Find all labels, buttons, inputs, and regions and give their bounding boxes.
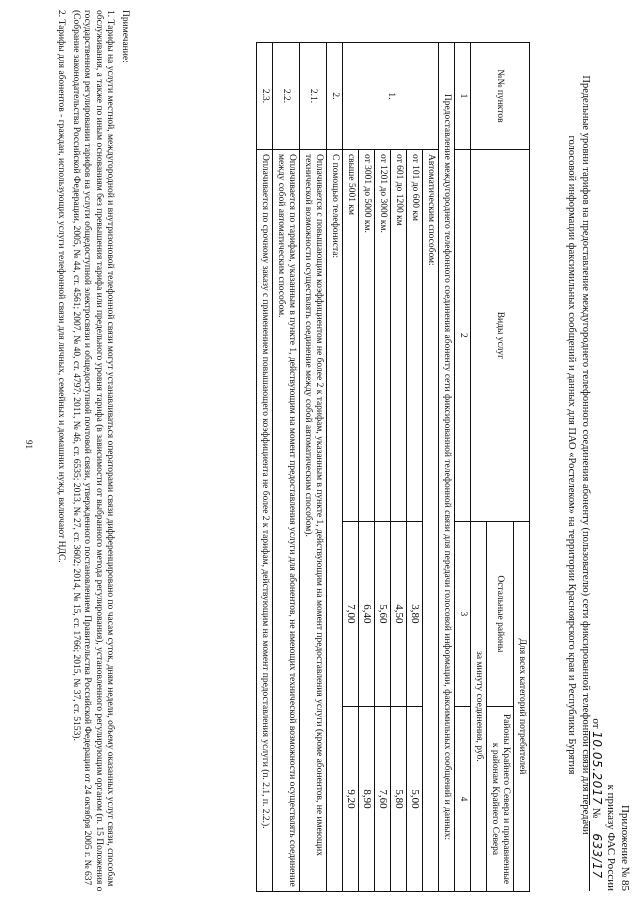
index-cell: 2 bbox=[455, 149, 471, 521]
index-cell: 1 bbox=[455, 43, 471, 150]
number-prefix: № bbox=[590, 807, 602, 819]
page-number: 91 bbox=[24, 440, 34, 449]
rate-label: от 1201 до 3000 км. bbox=[375, 149, 391, 521]
row-text: Оплачивается по срочному заказу с применением повышающего коэффициента не более 2 к тарифам, действующим на момент предоставления услуги (п. 2.1, п. 2.2.). bbox=[257, 149, 273, 891]
section-row: Предоставление междугороднего телефонного соединения абоненту сети фиксированной телефонной связи для передачи голосовой информации, факсимильных сообщений и данных: bbox=[439, 43, 455, 892]
note-1: 1. Тарифы на услуги местной, междугородной и внутризоновой телефонной связи могут устанавливаться операторами связи дифференцировано по часам суток, дням недели, объему оказанных услуг связи, способам обслуживания, а также по иным основаниям без превышения тарифа или предельного уровня тарифа (в зависимости от выбранного метода регулирования), установленного регулирующим органом (п. 15 Положения о государственном регулировании тарифов на услуги общедоступной электросвязи и общедоступной почтовой связи, утвержденного постановлением Правительства Российской Федерации от 24 октября 2005 г. № 637 (Собрание законодательства Российской Федерации, 2005, № 44, ст. 4561; 2007, № 40, ст. 4797; 2011, № 46, ст. 6535; 2013, № 27, ст. 3602; 2014, № 15, ст. 1766; 2015, № 37, ст. 5153). bbox=[71, 10, 116, 892]
note-2: 2. Тарифы для абонентов - граждан, использующих услуги телефонной связи для личных, семейных и домашних нужд, включают НДС. bbox=[56, 10, 67, 563]
rate-north: 7,60 bbox=[375, 706, 391, 891]
header-north: Районы Крайнего Севера и приравненные к районам Крайнего Севера bbox=[487, 706, 514, 891]
rate-north: 9,20 bbox=[343, 706, 359, 891]
order-label: к приказу ФАС России bbox=[605, 784, 617, 891]
handwritten-number: 633/17 bbox=[589, 821, 604, 891]
row-num: 2.3. bbox=[257, 43, 273, 150]
rate-other: 5,60 bbox=[375, 521, 391, 706]
row-label: Автоматическим способом: bbox=[423, 149, 439, 891]
rate-north: 5,80 bbox=[391, 706, 407, 891]
rate-other: 6,40 bbox=[359, 521, 375, 706]
appendix-stamp bbox=[589, 561, 632, 891]
index-cell: 3 bbox=[455, 521, 471, 706]
rate-other: 7,00 bbox=[343, 521, 359, 706]
header-num: №№ пунктов bbox=[471, 43, 530, 150]
row-num: 2.1. bbox=[300, 43, 327, 150]
rate-label: от 3001 до 5000 км. bbox=[359, 149, 375, 521]
row-text: Оплачивается с повышающим коэффициентом не более 2 к тарифам, указанным в пункте 1, действующим на момент предоставления услуги (кроме абонентов, не имеющих технической возможности осуществлять соединение между собой автоматическим способом). bbox=[300, 149, 327, 891]
appendix-label: Приложение № 85 bbox=[619, 804, 631, 891]
rate-label: от 601 до 1200 км bbox=[391, 149, 407, 521]
rate-other: 4,50 bbox=[391, 521, 407, 706]
header-service: Виды услуг bbox=[471, 149, 530, 521]
rate-label: свыше 5001 км bbox=[343, 149, 359, 521]
index-cell: 4 bbox=[455, 706, 471, 891]
rate-north: 5,00 bbox=[407, 706, 423, 891]
header-group: Для всех категорий потребителей bbox=[514, 521, 530, 891]
header-other: Остальные районы bbox=[487, 521, 514, 706]
document-title: Предельные уровни тарифов на предоставление междугороднего телефонного соединения абоненту (пользователю) сети фиксированной телефонной связи для передачи голосовой информации факсимильных сообщений и данных для ПАО «Ростелеком» на территории Красноярского края и Республики Бурятия bbox=[566, 75, 591, 835]
handwritten-date: 10.05.2017 bbox=[590, 731, 604, 805]
from-prefix: от bbox=[590, 718, 602, 729]
row-num: 1. bbox=[343, 43, 439, 150]
tariff-table bbox=[256, 42, 530, 892]
row-text: Оплачивается по тарифам, указанным в пункте 1, действующим на момент предоставления услуги для абонентов, не имеющих технической возможности осуществлять соединение между собой автоматическим способом. bbox=[273, 149, 300, 891]
header-unit: за минуту соединения, руб. bbox=[471, 521, 487, 891]
rate-label: от 101 до 600 км bbox=[407, 149, 423, 521]
notes-heading: Примечание: bbox=[120, 10, 130, 63]
row-label: С помощью телефониста: bbox=[327, 149, 343, 891]
row-num: 2.2. bbox=[273, 43, 300, 150]
rate-north: 8,90 bbox=[359, 706, 375, 891]
row-num: 2. bbox=[327, 43, 343, 150]
notes-block bbox=[52, 10, 130, 895]
rate-other: 3,80 bbox=[407, 521, 423, 706]
